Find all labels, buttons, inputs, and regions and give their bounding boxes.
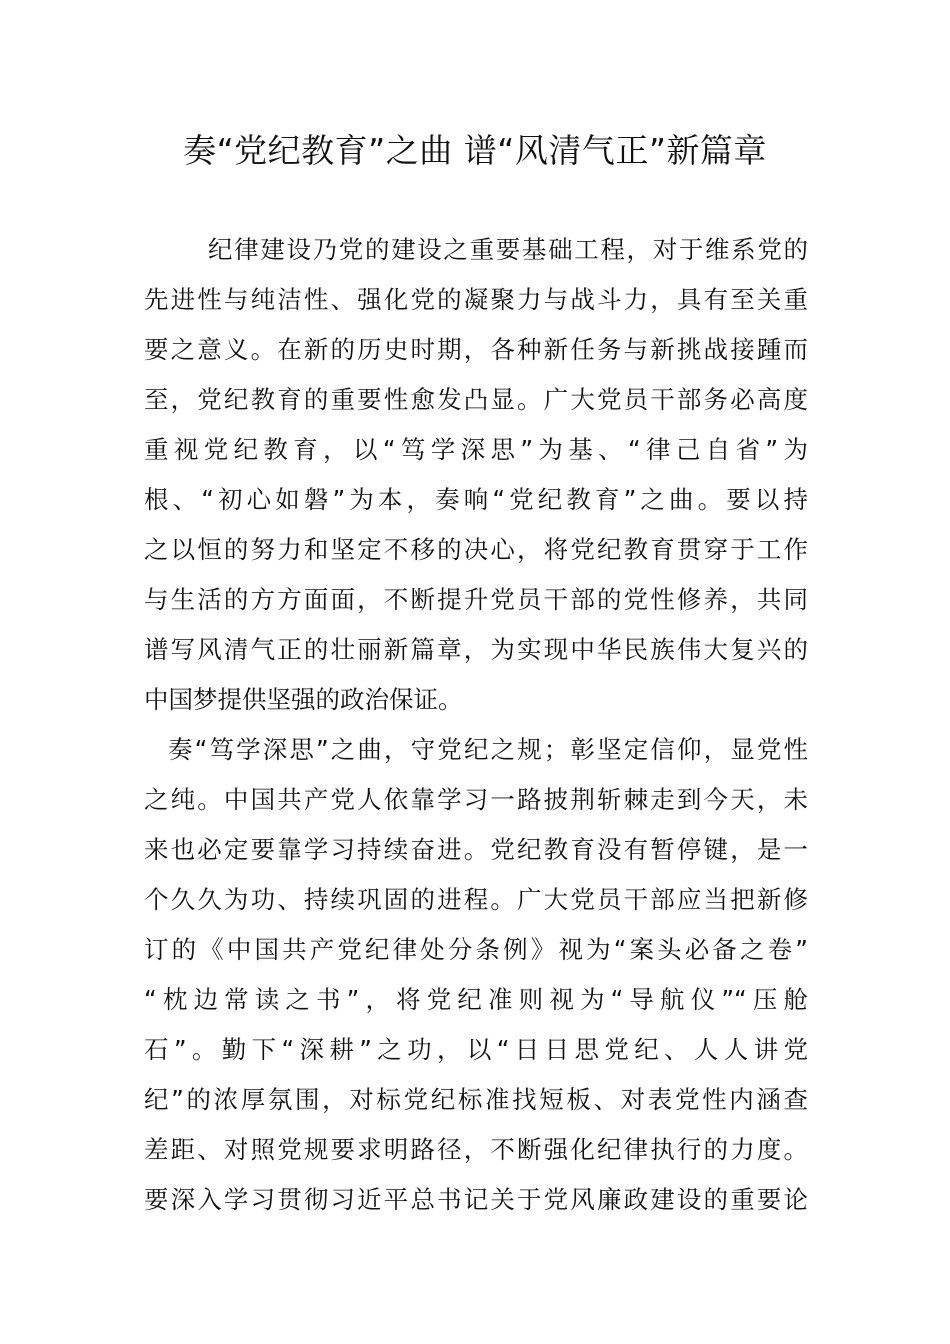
paragraph-2-line-5: 订的《中国共产党纪律处分条例》视为“案头必备之卷” [144,935,808,964]
paragraph-2-line-9: 差距、对照党规要求明路径，不断强化纪律执行的力度。 [144,1135,808,1164]
document-body [144,225,808,1225]
paragraph-2-line-10: 要深入学习贯彻习近平总书记关于党风廉政建设的重要论 [144,1185,808,1214]
paragraph-2-line-6: “枕边常读之书”，将党纪准则视为“导航仪”“压舱 [144,985,808,1014]
paragraph-1-line-4: 至，党纪教育的重要性愈发凸显。广大党员干部务必高度 [144,385,808,414]
paragraph-1-line-3: 要之意义。在新的历史时期，各种新任务与新挑战接踵而 [144,335,808,364]
paragraph-1-line-9: 谱写风清气正的壮丽新篇章，为实现中华民族伟大复兴的 [144,635,808,664]
paragraph-2-line-4: 个久久为功、持续巩固的进程。广大党员干部应当把新修 [144,885,808,914]
paragraph-1-line-5: 重视党纪教育，以“笃学深思”为基、“律己自省”为 [144,435,808,464]
paragraph-1-line-6: 根、“初心如磐”为本，奏响“党纪教育”之曲。要以持 [144,485,808,514]
paragraph-1-line-10: 中国梦提供坚强的政治保证。 [144,685,463,714]
paragraph-1-line-2: 先进性与纯洁性、强化党的凝聚力与战斗力，具有至关重 [144,285,808,314]
paragraph-2-line-7: 石”。勤下“深耕”之功，以“日日思党纪、人人讲党 [144,1035,808,1064]
paragraph-2-line-2: 之纯。中国共产党人依靠学习一路披荆斩棘走到今天，未 [144,785,808,814]
paragraph-2-line-3: 来也必定要靠学习持续奋进。党纪教育没有暂停键，是一 [144,835,808,864]
paragraph-1-line-8: 与生活的方方面面，不断提升党员干部的党性修养，共同 [144,585,808,614]
paragraph-1-line-7: 之以恒的努力和坚定不移的决心，将党纪教育贯穿于工作 [144,535,808,564]
paragraph-2-line-1: 奏“笃学深思”之曲，守党纪之规；彰坚定信仰，显党性 [168,735,808,764]
document-title: 奏“党纪教育”之曲 谱“风清气正”新篇章 [183,131,767,170]
paragraph-1-line-1: 纪律建设乃党的建设之重要基础工程，对于维系党的 [208,235,808,264]
paragraph-2-line-8: 纪”的浓厚氛围，对标党纪标准找短板、对表党性内涵查 [144,1085,808,1114]
